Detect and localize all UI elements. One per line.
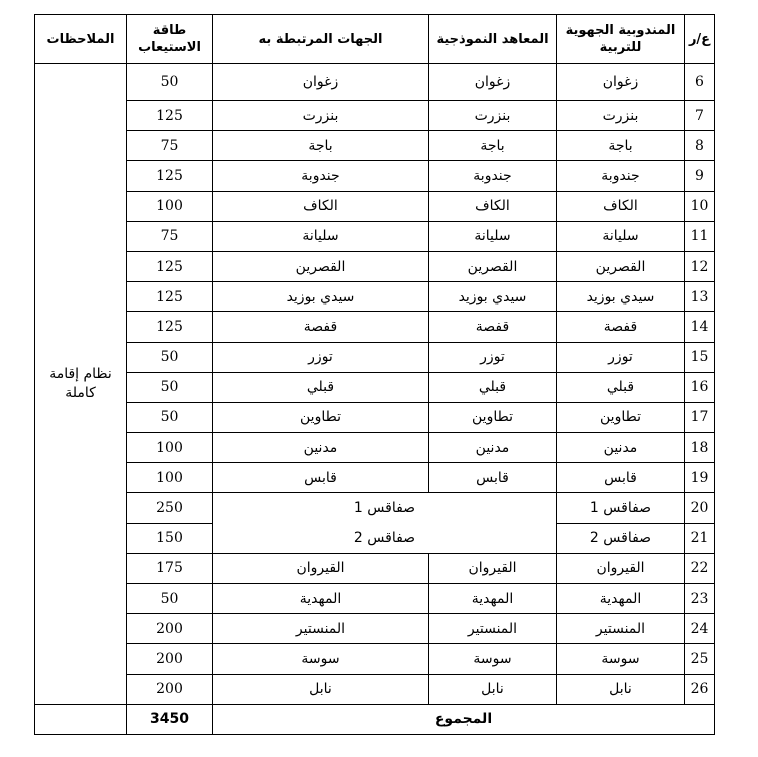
- table-row: [35, 64, 715, 101]
- capacity-cell: 125: [127, 312, 213, 342]
- table-row: [35, 402, 715, 432]
- row-number: 6: [685, 64, 715, 101]
- header-capacity-line2: الاستيعاب: [138, 40, 201, 55]
- directorate-cell: قبلي: [557, 372, 685, 402]
- entity-cell: باجة: [213, 131, 429, 161]
- table-row: [35, 493, 715, 523]
- institute-cell: سيدي بوزيد: [429, 282, 557, 312]
- directorate-cell: القصرين: [557, 251, 685, 281]
- total-notes-empty: [35, 704, 127, 734]
- entity-cell: نابل: [213, 674, 429, 704]
- total-label: المجموع: [213, 704, 715, 734]
- entity-cell: الكاف: [213, 191, 429, 221]
- directorate-cell: القيروان: [557, 553, 685, 583]
- entity-cell: بنزرت: [213, 101, 429, 131]
- entity-cell: تطاوين: [213, 402, 429, 432]
- capacity-cell: 175: [127, 553, 213, 583]
- entity-cell: قبلي: [213, 372, 429, 402]
- directorate-cell: سليانة: [557, 221, 685, 251]
- institute-cell: جندوبة: [429, 161, 557, 191]
- entity-cell: المنستير: [213, 614, 429, 644]
- capacity-cell: 50: [127, 402, 213, 432]
- table-row: [35, 372, 715, 402]
- directorate-cell: مدنين: [557, 433, 685, 463]
- header-notes: الملاحظات: [35, 15, 127, 64]
- institute-cell: زغوان: [429, 64, 557, 101]
- directorate-cell: سوسة: [557, 644, 685, 674]
- table-row: [35, 161, 715, 191]
- table-row: [35, 644, 715, 674]
- institute-cell: قفصة: [429, 312, 557, 342]
- header-capacity: [127, 15, 213, 64]
- row-number: 25: [685, 644, 715, 674]
- table-row: [35, 553, 715, 583]
- header-directorate-line1: المندوبية الجهوية: [565, 23, 676, 38]
- header-directorate-line2: للتربية: [599, 40, 642, 55]
- total-row: [35, 704, 715, 734]
- directorate-cell: قفصة: [557, 312, 685, 342]
- table-row: [35, 101, 715, 131]
- header-row: [35, 15, 715, 64]
- capacity-cell: 125: [127, 251, 213, 281]
- directorate-cell: باجة: [557, 131, 685, 161]
- directorate-cell: توزر: [557, 342, 685, 372]
- header-entities: الجهات المرتبطة به: [213, 15, 429, 64]
- entity-cell: زغوان: [213, 64, 429, 101]
- institute-cell: قابس: [429, 463, 557, 493]
- row-number: 22: [685, 553, 715, 583]
- merged-institute-entity-cell: صفاقس 2: [213, 523, 557, 553]
- table-row: [35, 282, 715, 312]
- entity-cell: القيروان: [213, 553, 429, 583]
- header-institutes: المعاهد النموذجية: [429, 15, 557, 64]
- row-number: 9: [685, 161, 715, 191]
- entity-cell: القصرين: [213, 251, 429, 281]
- entity-cell: توزر: [213, 342, 429, 372]
- row-number: 15: [685, 342, 715, 372]
- directorate-cell: سيدي بوزيد: [557, 282, 685, 312]
- capacity-cell: 250: [127, 493, 213, 523]
- institute-cell: توزر: [429, 342, 557, 372]
- capacity-cell: 100: [127, 433, 213, 463]
- capacity-cell: 100: [127, 463, 213, 493]
- institute-cell: الكاف: [429, 191, 557, 221]
- table-row: [35, 342, 715, 372]
- header-capacity-line1: طاقة: [152, 23, 187, 38]
- institute-cell: بنزرت: [429, 101, 557, 131]
- directorate-cell: قابس: [557, 463, 685, 493]
- directorate-cell: صفاقس 2: [557, 523, 685, 553]
- directorate-cell: المنستير: [557, 614, 685, 644]
- header-num: ع/ر: [685, 15, 715, 64]
- table-row: [35, 523, 715, 553]
- table-row: [35, 614, 715, 644]
- table-row: [35, 312, 715, 342]
- row-number: 24: [685, 614, 715, 644]
- institute-cell: مدنين: [429, 433, 557, 463]
- entity-cell: سيدي بوزيد: [213, 282, 429, 312]
- table-row: [35, 131, 715, 161]
- notes-line2: كاملة: [65, 384, 96, 401]
- row-number: 13: [685, 282, 715, 312]
- capacity-cell: 125: [127, 161, 213, 191]
- directorate-cell: المهدية: [557, 584, 685, 614]
- institute-cell: سليانة: [429, 221, 557, 251]
- capacity-cell: 200: [127, 644, 213, 674]
- institute-cell: القصرين: [429, 251, 557, 281]
- capacity-cell: 50: [127, 584, 213, 614]
- entity-cell: المهدية: [213, 584, 429, 614]
- directorate-cell: بنزرت: [557, 101, 685, 131]
- table-body: [35, 64, 715, 735]
- capacity-cell: 75: [127, 131, 213, 161]
- table-row: [35, 221, 715, 251]
- capacity-cell: 200: [127, 614, 213, 644]
- institute-cell: المنستير: [429, 614, 557, 644]
- entity-cell: سليانة: [213, 221, 429, 251]
- row-number: 23: [685, 584, 715, 614]
- header-directorate: [557, 15, 685, 64]
- capacity-cell: 50: [127, 342, 213, 372]
- directorate-cell: زغوان: [557, 64, 685, 101]
- institute-cell: تطاوين: [429, 402, 557, 432]
- row-number: 11: [685, 221, 715, 251]
- capacity-cell: 125: [127, 101, 213, 131]
- table-row: [35, 674, 715, 704]
- row-number: 20: [685, 493, 715, 523]
- capacity-cell: 125: [127, 282, 213, 312]
- capacity-table: [34, 14, 715, 735]
- notes-cell: [35, 64, 127, 705]
- row-number: 16: [685, 372, 715, 402]
- merged-institute-entity-cell: صفاقس 1: [213, 493, 557, 523]
- table-row: [35, 433, 715, 463]
- institute-cell: باجة: [429, 131, 557, 161]
- capacity-cell: 150: [127, 523, 213, 553]
- directorate-cell: تطاوين: [557, 402, 685, 432]
- row-number: 21: [685, 523, 715, 553]
- row-number: 18: [685, 433, 715, 463]
- row-number: 17: [685, 402, 715, 432]
- entity-cell: قفصة: [213, 312, 429, 342]
- total-value: 3450: [127, 704, 213, 734]
- notes-line1: نظام إقامة: [49, 365, 112, 382]
- capacity-cell: 50: [127, 372, 213, 402]
- entity-cell: قابس: [213, 463, 429, 493]
- row-number: 26: [685, 674, 715, 704]
- capacity-cell: 75: [127, 221, 213, 251]
- capacity-cell: 200: [127, 674, 213, 704]
- table-row: [35, 463, 715, 493]
- row-number: 8: [685, 131, 715, 161]
- table-row: [35, 251, 715, 281]
- row-number: 14: [685, 312, 715, 342]
- entity-cell: سوسة: [213, 644, 429, 674]
- directorate-cell: الكاف: [557, 191, 685, 221]
- table-row: [35, 584, 715, 614]
- row-number: 7: [685, 101, 715, 131]
- capacity-cell: 50: [127, 64, 213, 101]
- row-number: 10: [685, 191, 715, 221]
- table-row: [35, 191, 715, 221]
- institute-cell: قبلي: [429, 372, 557, 402]
- institute-cell: القيروان: [429, 553, 557, 583]
- directorate-cell: جندوبة: [557, 161, 685, 191]
- institute-cell: المهدية: [429, 584, 557, 614]
- institute-cell: سوسة: [429, 644, 557, 674]
- entity-cell: جندوبة: [213, 161, 429, 191]
- institute-cell: نابل: [429, 674, 557, 704]
- entity-cell: مدنين: [213, 433, 429, 463]
- row-number: 12: [685, 251, 715, 281]
- directorate-cell: صفاقس 1: [557, 493, 685, 523]
- directorate-cell: نابل: [557, 674, 685, 704]
- capacity-cell: 100: [127, 191, 213, 221]
- row-number: 19: [685, 463, 715, 493]
